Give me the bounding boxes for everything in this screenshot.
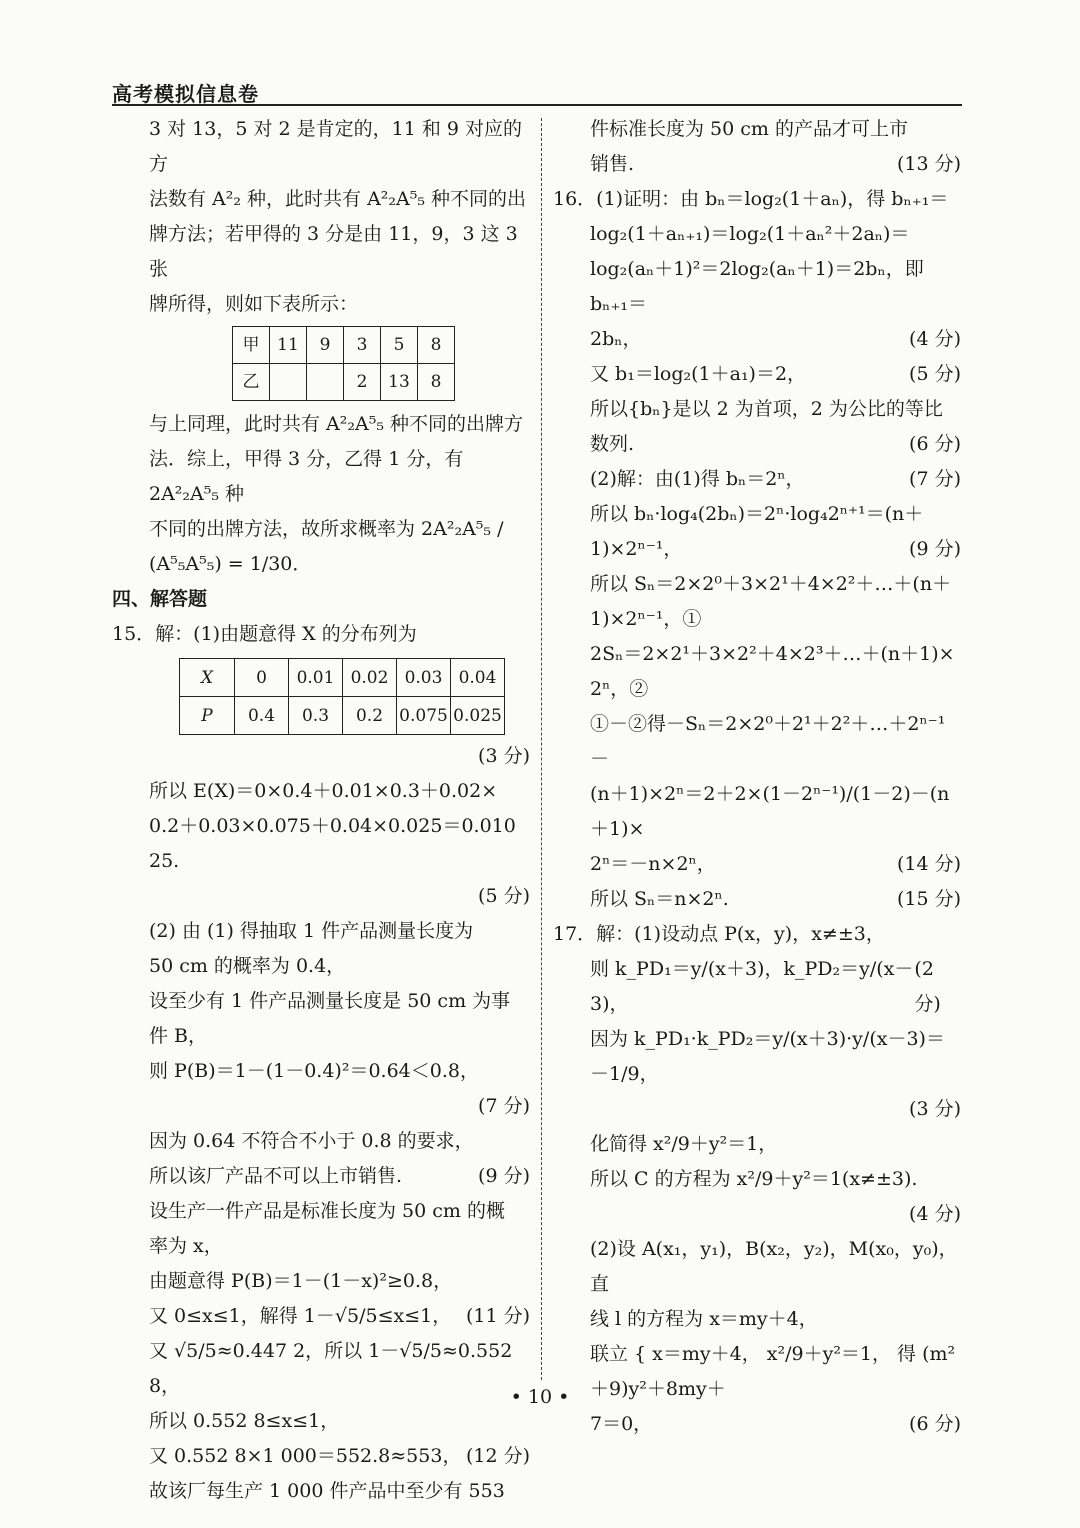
question-15: 15．解：(1)由题意得 X 的分布列为 — [112, 623, 417, 645]
table-cell: 0.2 — [343, 697, 397, 735]
text-line: 法．综上，甲得 3 分，乙得 1 分，有 2A²₂A⁵₅ 种 — [149, 448, 464, 505]
line-text: 7＝0， — [590, 1413, 653, 1435]
score-mark: (9 分) — [909, 538, 961, 560]
text-line: 50 cm 的概率为 0.4， — [149, 955, 346, 977]
table-cell: 3 — [344, 327, 381, 364]
text-line: 牌方法；若甲得的 3 分是由 11，9，3 这 3 张 — [149, 223, 518, 280]
table-cell: 0.075 — [397, 697, 451, 735]
text-line: (2)设 A(x₁，y₁)，B(x₂，y₂)，M(x₀，y₀)，直 — [590, 1238, 958, 1295]
text-line — [553, 427, 961, 462]
text-line — [553, 322, 961, 357]
header-rule — [112, 104, 962, 106]
score-mark: (5 分) — [909, 363, 961, 385]
text-line — [553, 882, 961, 917]
score-mark: (12 分) — [465, 1445, 530, 1467]
text-line: 化简得 x²/9＋y²＝1， — [590, 1133, 778, 1155]
text-line: 所以 Sₙ＝2×2⁰＋3×2¹＋4×2²＋…＋(n＋ — [590, 573, 952, 595]
text-line — [553, 847, 961, 882]
text-line: 设生产一件产品是标准长度为 50 cm 的概 — [149, 1200, 505, 1222]
text-line: 又 √5/5≈0.447 2，所以 1－√5/5≈0.552 8， — [149, 1340, 513, 1397]
running-header: 高考模拟信息卷 — [112, 82, 259, 106]
text-line: 所以 0.552 8≤x≤1， — [149, 1410, 340, 1432]
line-text: 2bₙ， — [590, 328, 642, 350]
score-mark: (7 分) — [909, 468, 961, 490]
table-cell: 乙 — [233, 364, 270, 401]
text-line: 因为 k_PD₁·k_PD₂＝y/(x＋3)·y/(x－3)＝－1/9， — [590, 1028, 945, 1085]
line-text: 则 k_PD₁＝y/(x＋3)，k_PD₂＝y/(x－3)， — [590, 958, 914, 1015]
text-line: (n＋1)×2ⁿ＝2＋2×(1－2ⁿ⁻¹)/(1－2)－(n＋1)× — [590, 783, 950, 840]
line-text: 所以 Sₙ＝n×2ⁿ. — [590, 888, 729, 910]
table-cell — [270, 364, 307, 401]
table-row — [180, 697, 505, 735]
table-cell: X — [180, 659, 235, 697]
score-mark: (6 分) — [909, 433, 961, 455]
card-table — [232, 326, 455, 401]
table-cell: 0.3 — [289, 697, 343, 735]
table-cell: 8 — [418, 364, 455, 401]
line-text: 1)×2ⁿ⁻¹， — [590, 538, 683, 560]
text-line: (2) 由 (1) 得抽取 1 件产品测量长度为 — [149, 920, 474, 942]
column-divider — [541, 118, 542, 1380]
text-line: 3 对 13，5 对 2 是肯定的，11 和 9 对应的方 — [149, 118, 523, 175]
text-line: 牌所得，则如下表所示： — [149, 293, 359, 315]
section-heading: 四、解答题 — [112, 588, 208, 610]
text-line: 件 B， — [149, 1025, 208, 1047]
text-line — [553, 532, 961, 567]
line-text: 所以该厂产品不可以上市销售. — [149, 1165, 403, 1187]
score-mark: (11 分) — [465, 1305, 530, 1327]
text-line: 设至少有 1 件产品测量长度是 50 cm 为事 — [149, 990, 511, 1012]
line-text: 又 b₁＝log₂(1＋a₁)＝2， — [590, 363, 807, 385]
text-line: 则 P(B)＝1－(1－0.4)²＝0.64＜0.8， — [149, 1060, 479, 1082]
text-line: 与上同理，此时共有 A²₂A⁵₅ 种不同的出牌方 — [149, 413, 523, 435]
table-cell: 5 — [381, 327, 418, 364]
table-cell — [307, 364, 344, 401]
text-line — [553, 462, 961, 497]
table-cell: 9 — [307, 327, 344, 364]
text-line: 件标准长度为 50 cm 的产品才可上市 — [590, 118, 908, 140]
table-cell: 0.03 — [397, 659, 451, 697]
line-text: (2)解：由(1)得 bₙ＝2ⁿ， — [590, 468, 805, 490]
text-line: 所以{bₙ}是以 2 为首项，2 为公比的等比 — [590, 398, 943, 420]
line-text: 销售. — [590, 153, 635, 175]
text-line — [553, 357, 961, 392]
table-cell: 甲 — [233, 327, 270, 364]
score-mark: (7 分) — [478, 1095, 530, 1117]
line-text: 又 0.552 8×1 000＝552.8≈553， — [149, 1445, 462, 1467]
table-row — [233, 364, 455, 401]
table-cell: 13 — [381, 364, 418, 401]
text-line — [553, 1407, 961, 1442]
text-line — [553, 952, 961, 1022]
text-line: 法数有 A²₂ 种，此时共有 A²₂A⁵₅ 种不同的出 — [149, 188, 527, 210]
score-mark: (3 分) — [909, 1098, 961, 1120]
score-mark: (3 分) — [478, 745, 530, 767]
score-mark: (15 分) — [896, 888, 961, 910]
text-line: 2ⁿ，② — [590, 678, 649, 700]
text-line: 联立 { x＝my＋4， x²/9＋y²＝1， 得 (m²＋9)y²＋8my＋ — [590, 1343, 956, 1400]
question-16: 16．(1)证明：由 bₙ＝log₂(1＋aₙ)，得 bₙ₊₁＝ — [553, 188, 949, 210]
text-line: 1)×2ⁿ⁻¹，① — [590, 608, 702, 630]
text-line: log₂(aₙ＋1)²＝2log₂(aₙ＋1)＝2bₙ，即 bₙ₊₁＝ — [590, 258, 924, 315]
text-line: 所以 C 的方程为 x²/9＋y²＝1(x≠±3). — [590, 1168, 918, 1190]
text-line: 2Sₙ＝2×2¹＋3×2²＋4×2³＋…＋(n＋1)× — [590, 643, 955, 665]
table-cell: 0.04 — [451, 659, 505, 697]
distribution-table — [179, 658, 505, 735]
text-line: 故该厂每生产 1 000 件产品中至少有 553 — [149, 1480, 505, 1502]
table-cell: 8 — [418, 327, 455, 364]
question-17: 17．解：(1)设动点 P(x，y)，x≠±3， — [553, 923, 885, 945]
line-text: 数列. — [590, 433, 635, 455]
table-cell: 0.02 — [343, 659, 397, 697]
table-cell: P — [180, 697, 235, 735]
left-column — [112, 112, 530, 1509]
text-line: 因为 0.64 不符合不小于 0.8 的要求， — [149, 1130, 474, 1152]
text-line: 不同的出牌方法，故所求概率为 2A²₂A⁵₅ / (A⁵₅A⁵₅) = 1/30． — [149, 518, 504, 575]
table-cell: 0.01 — [289, 659, 343, 697]
line-text: 2ⁿ＝－n×2ⁿ， — [590, 853, 716, 875]
score-mark: (2 分) — [914, 958, 941, 1015]
table-cell: 0.025 — [451, 697, 505, 735]
text-line: 所以 bₙ·log₄(2bₙ)＝2ⁿ·log₄2ⁿ⁺¹＝(n＋ — [590, 503, 924, 525]
text-line: ①－②得－Sₙ＝2×2⁰＋2¹＋2²＋…＋2ⁿ⁻¹－ — [590, 713, 946, 770]
text-line — [112, 1159, 530, 1194]
text-line — [112, 1299, 530, 1334]
score-mark: (13 分) — [896, 153, 961, 175]
page-number: • 10 • — [510, 1386, 570, 1408]
line-text: 又 0≤x≤1，解得 1－√5/5≤x≤1， — [149, 1305, 452, 1327]
text-line: 线 l 的方程为 x＝my＋4， — [590, 1308, 818, 1330]
text-line — [112, 1439, 530, 1474]
score-mark: (9 分) — [478, 1165, 530, 1187]
text-line: log₂(1＋aₙ₊₁)＝log₂(1＋aₙ²＋2aₙ)＝ — [590, 223, 910, 245]
text-line: 由题意得 P(B)＝1－(1－x)²≥0.8， — [149, 1270, 453, 1292]
table-cell: 2 — [344, 364, 381, 401]
text-line: 率为 x， — [149, 1235, 223, 1257]
table-cell: 0 — [235, 659, 289, 697]
text-line: 所以 E(X)＝0×0.4＋0.01×0.3＋0.02× — [149, 780, 498, 802]
right-column — [553, 112, 961, 1442]
score-mark: (5 分) — [478, 885, 530, 907]
table-row — [180, 659, 505, 697]
score-mark: (4 分) — [909, 1203, 961, 1225]
score-mark: (4 分) — [909, 328, 961, 350]
table-row — [233, 327, 455, 364]
text-line: 0.2＋0.03×0.075＋0.04×0.025＝0.010 25. — [149, 815, 516, 872]
text-line — [553, 147, 961, 182]
score-mark: (14 分) — [896, 853, 961, 875]
table-cell: 11 — [270, 327, 307, 364]
score-mark: (6 分) — [909, 1413, 961, 1435]
table-cell: 0.4 — [235, 697, 289, 735]
